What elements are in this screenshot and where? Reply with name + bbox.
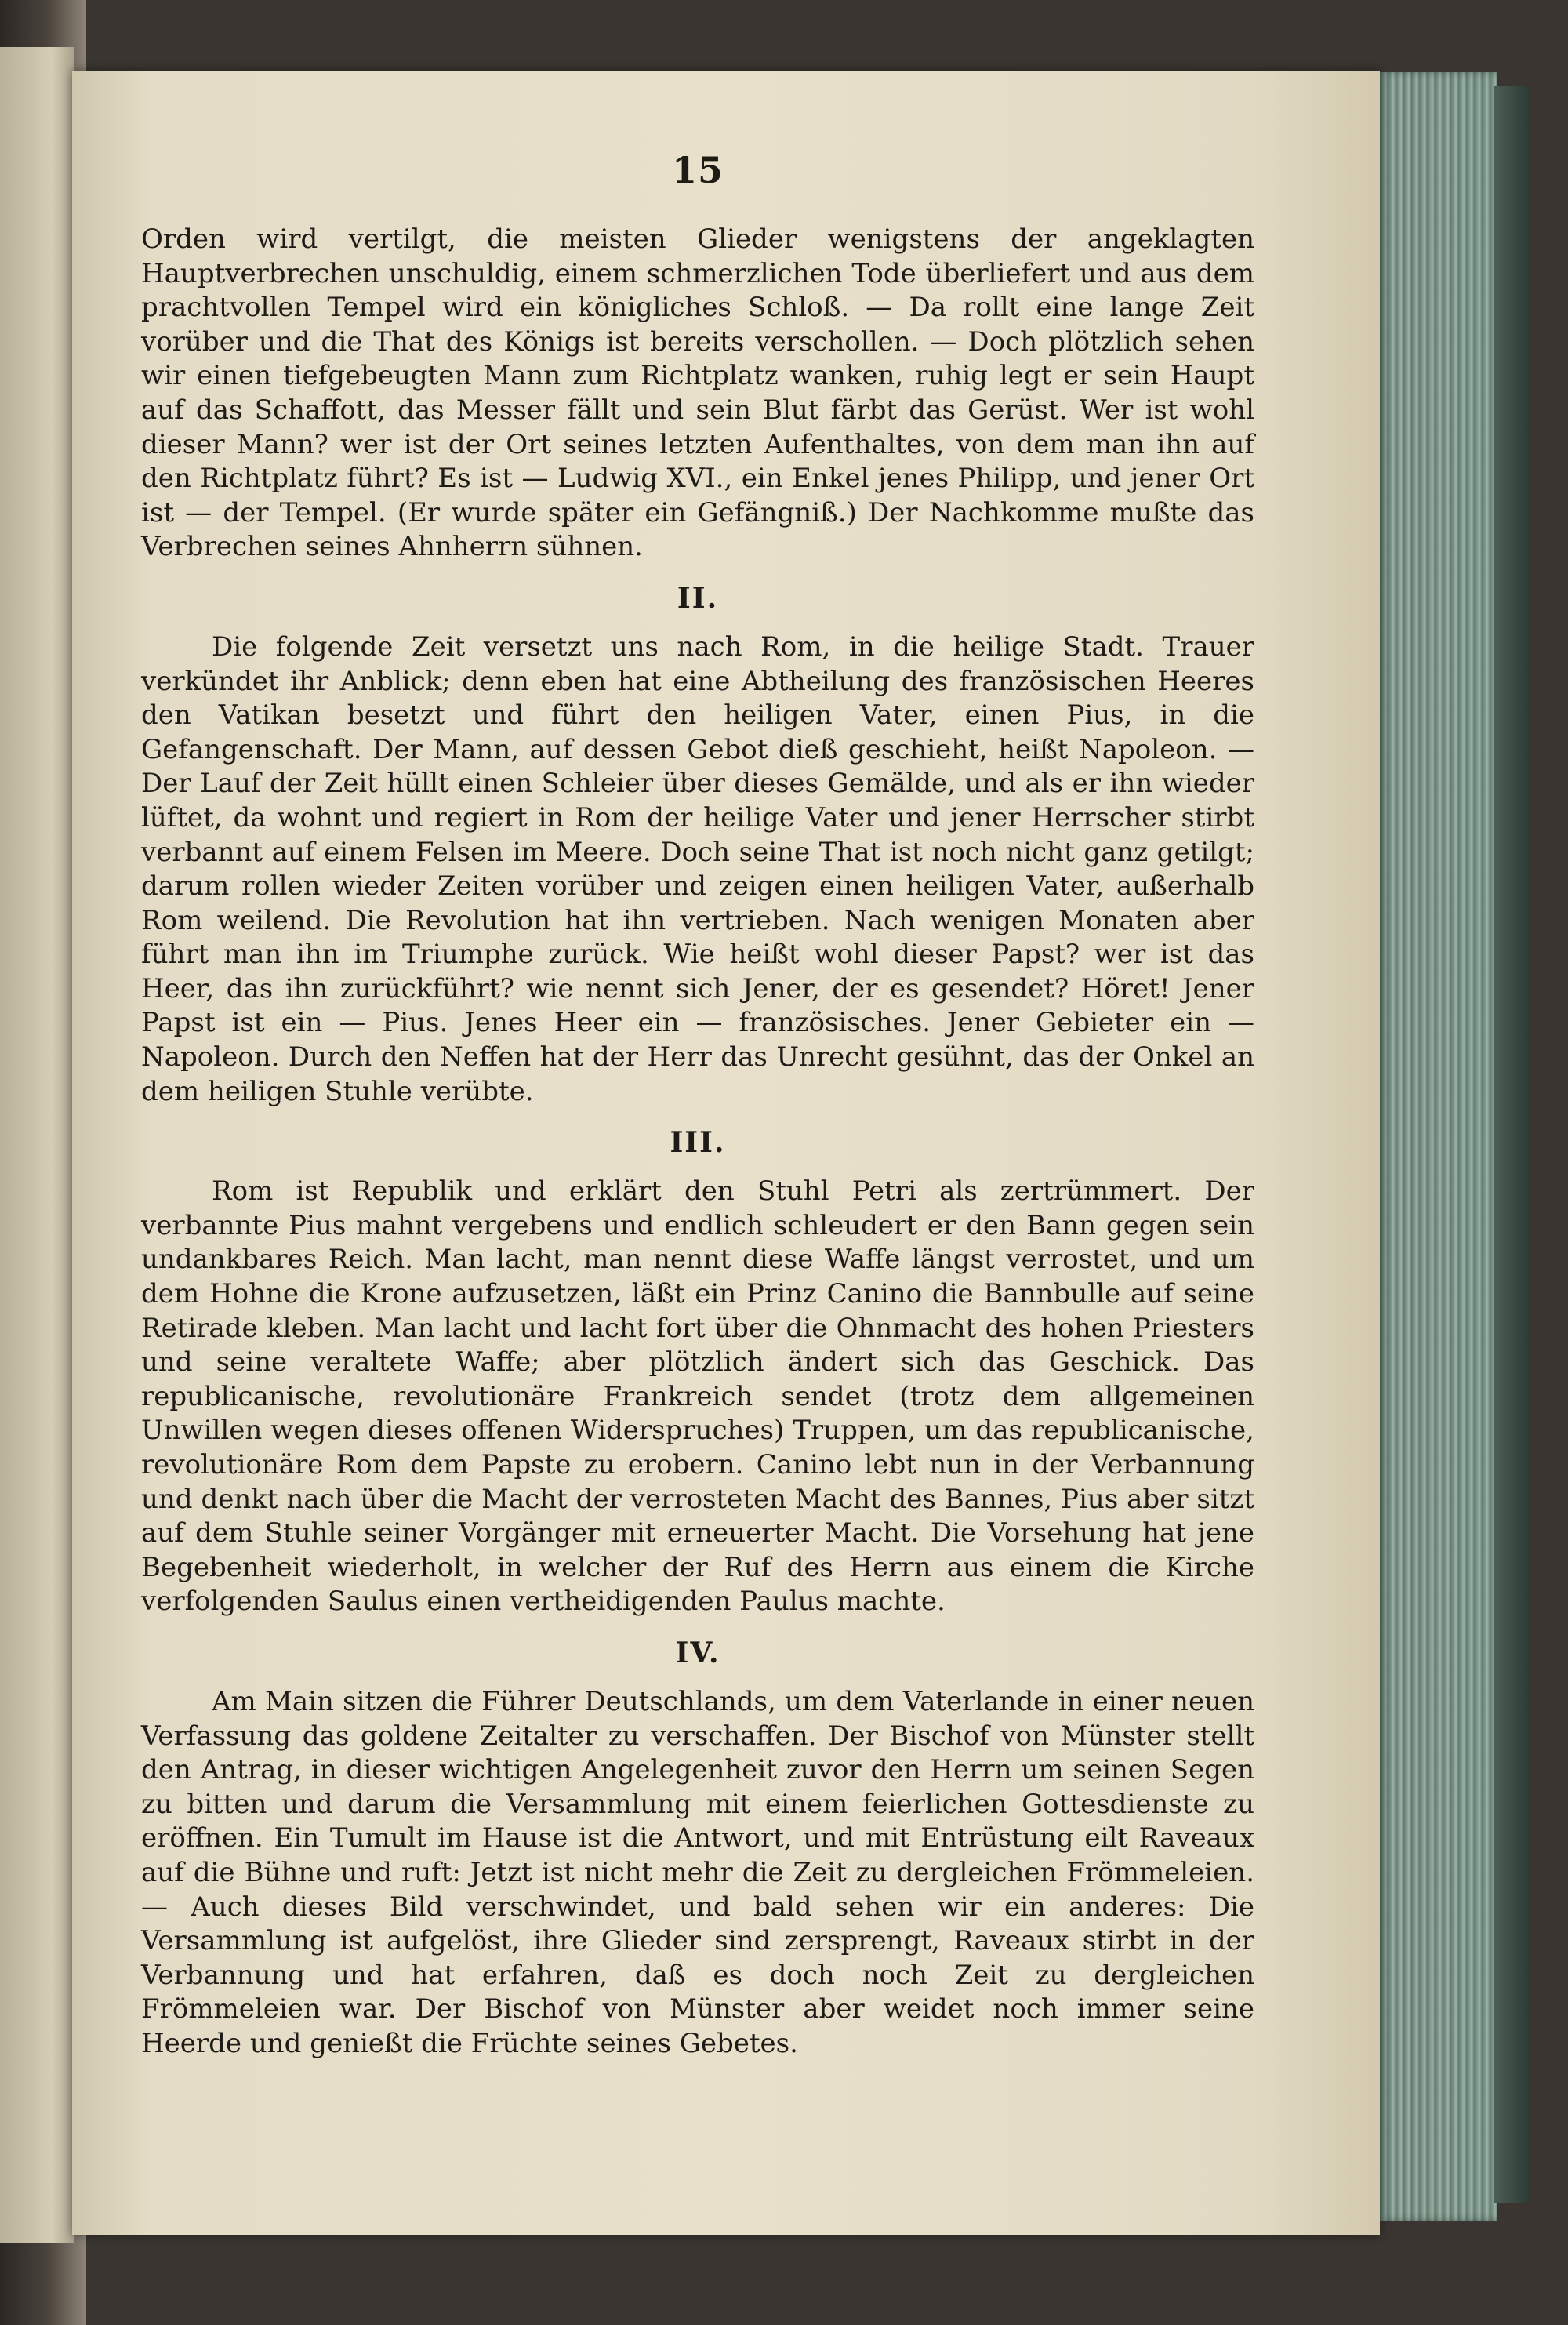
page-edges xyxy=(1380,72,1497,2221)
paragraph: Die folgende Zeit versetzt uns nach Rom, in die heilige Stadt. Trauer verkündet ihr Anblick; denn eben hat eine Abtheilung des französischen Heeres den Vatikan besetzt und führt den heiligen Vater, einen Pius, in die Gefangenschaft. Der Mann, auf dessen Gebot dieß geschieht, heißt Napoleon. — Der Lauf der Zeit hüllt einen Schleier über dieses Gemälde, und als er ihn wieder lüftet, da wohnt und regiert in Rom der heilige Vater und jener Herrscher stirbt verbannt auf einem Felsen im Meere. Doch seine That ist noch nicht ganz getilgt; darum rollen wieder Zeiten vorüber und zeigen einen heiligen Vater, außerhalb Rom weilend. Die Revolution hat ihn vertrieben. Nach wenigen Monaten aber führt man ihn im Triumphe zurück. Wie heißt wohl dieser Papst? wer ist das Heer, das ihn zurückführt? wie nennt sich Jener, der es gesendet? Höret! Jener Papst ist ein — Pius. Jenes Heer ein — französisches. Jener Gebieter ein — Napoleon. Durch den Neffen hat der Herr das Unrecht gesühnt, das der Onkel an dem heiligen Stuhle verübte. xyxy=(141,630,1254,1107)
paragraph: Am Main sitzen die Führer Deutschlands, um dem Vaterlande in einer neuen Verfassung das goldene Zeitalter zu verschaffen. Der Bischof von Münster stellt den Antrag, in dieser wichtigen Angelegenheit zuvor den Herrn um seinen Segen zu bitten und darum die Versammlung mit einem feierlichen Gottesdienste zu eröffnen. Ein Tumult im Hause ist die Antwort, und mit Entrüstung eilt Raveaux auf die Bühne und ruft: Jetzt ist nicht mehr die Zeit zu dergleichen Frömmeleien. — Auch dieses Bild verschwindet, und bald sehen wir ein anderes: Die Versammlung ist aufgelöst, ihre Glieder sind zersprengt, Raveaux stirbt in der Verbannung und hat erfahren, daß es doch noch Zeit zu dergleichen Frömmeleien war. Der Bischof von Münster aber weidet noch immer seine Heerde und genießt die Früchte seines Gebetes. xyxy=(141,1685,1254,2059)
paragraph: Rom ist Republik und erklärt den Stuhl Petri als zertrümmert. Der verbannte Pius mahnt vergebens und endlich schleudert er den Bann gegen sein undankbares Reich. Man lacht, man nennt diese Waffe längst verrostet, und um dem Hohne die Krone aufzusetzen, läßt ein Prinz Canino die Bannbulle auf seine Retirade kleben. Man lacht und lacht fort über die Ohnmacht des hohen Priesters und seine veraltete Waffe; aber plötzlich ändert sich das Geschick. Das republicanische, revolutionäre Frankreich sendet (trotz dem allgemeinen Unwillen wegen dieses offenen Widerspruches) Truppen, um das republicanische, revolutionäre Rom dem Papste zu erobern. Canino lebt nun in der Verbannung und denkt nach über die Macht der verrosteten Macht des Bannes, Pius aber sitzt auf dem Stuhle seiner Vorgänger mit erneuerter Macht. Die Vorsehung hat jene Begebenheit wiederholt, in welcher der Ruf des Herrn aus einem die Kirche verfolgenden Saulus einen vertheidigenden Paulus machte. xyxy=(141,1175,1254,1618)
page-number: 15 xyxy=(671,149,724,191)
section-heading: III. xyxy=(670,1126,726,1160)
section-intro xyxy=(141,223,1254,565)
text-block xyxy=(141,149,1254,2062)
left-page-edge xyxy=(0,47,74,2243)
section-heading: IV. xyxy=(675,1636,720,1669)
section-4 xyxy=(141,1637,1254,2062)
section-2 xyxy=(141,582,1254,1109)
book-cover-edge xyxy=(1494,86,1529,2203)
paragraph: Orden wird vertilgt, die meisten Glieder wenigstens der angeklagten Hauptverbrechen unschuldig, einem schmerzlichen Tode überliefert und aus dem prachtvollen Tempel wird ein königliches Schloß. — Da rollt eine lange Zeit vorüber und die That des Königs ist bereits verschollen. — Doch plötzlich sehen wir einen tiefgebeugten Mann zum Richtplatz wanken, ruhig legt er sein Haupt auf das Schaffott, das Messer fällt und sein Blut färbt das Gerüst. Wer ist wohl dieser Mann? wer ist der Ort seines letzten Aufenthaltes, von dem man ihn auf den Richtplatz führt? Es ist — Ludwig XVI., ein Enkel jenes Philipp, und jener Ort ist — der Tempel. (Er wurde später ein Gefängniß.) Der Nachkomme mußte das Verbrechen seines Ahnherrn sühnen. xyxy=(141,223,1254,563)
section-3 xyxy=(141,1126,1254,1619)
section-heading: II. xyxy=(677,581,719,615)
